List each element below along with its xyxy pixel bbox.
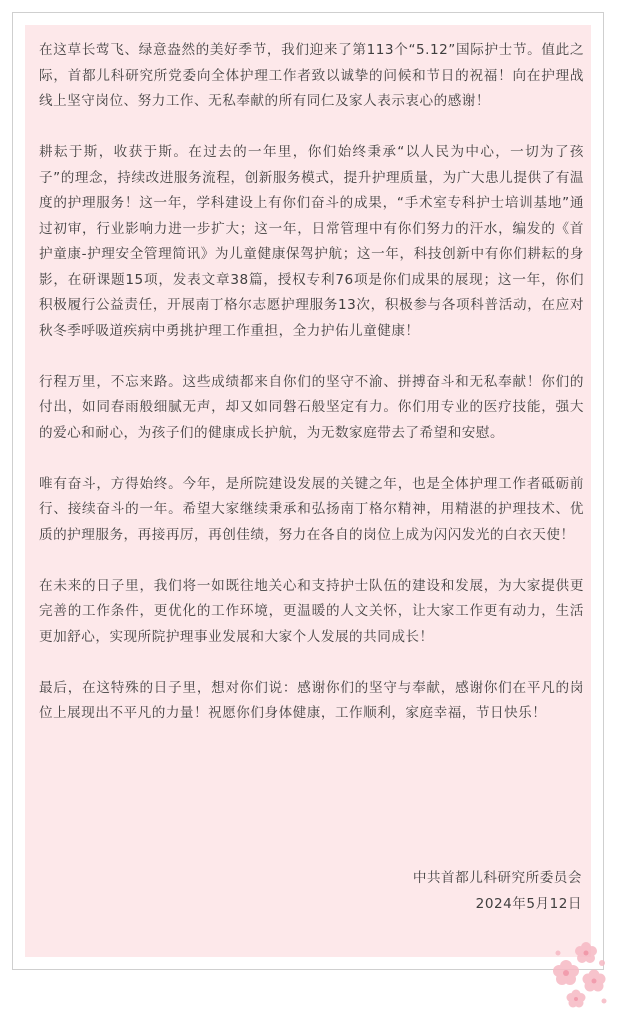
paragraph-dedication: 行程万里，不忘来路。这些成绩都来自你们的坚守不渝、拼搏奋斗和无私奉献！你们的付出，如同春雨般细腻无声，却又如同磐石般坚定有力。你们用专业的医疗技能，强大的爱心和耐心，为孩子们的健康成长护航，为无数家庭带去了希望和安慰。: [39, 373, 584, 441]
signature-date: 2024年5月12日: [475, 895, 582, 912]
signature-block: [413, 866, 582, 917]
paragraph-achievements: 耕耘于斯，收获于斯。在过去的一年里，你们始终秉承“以人民为中心，一切为了孩子”的理念，持续改进服务流程，创新服务模式，提升护理质量，为广大患儿提供了有温度的护理服务！这一年，学科建设上有你们奋斗的成果，“手术室专科护士培训基地”通过初审，行业影响力进一步扩大；这一年，日常管理中有你们努力的汗水，编发的《首护童康-护理安全管理简讯》为儿童健康保驾护航；这一年，科技创新中有你们耕耘的身影，在研课题15项，发表文章38篇，授权专利76项是你们成果的展现；这一年，你们积极履行公益责任，开展南丁格尔志愿护理服务13次，积极参与各项科普活动，在应对秋冬季呼吸道疾病中勇挑护理工作重担，全力护佑儿童健康！: [39, 144, 584, 339]
signature-organization: 中共首都儿科研究所委员会: [412, 870, 582, 886]
paragraph-hope: 唯有奋斗，方得始终。今年，是所院建设发展的关键之年，也是全体护理工作者砥砺前行、接续奋斗的一年。希望大家继续秉承和弘扬南丁格尔精神，用精湛的护理技术、优质的护理服务，再接再厉，再创佳绩，努力在各自的岗位上成为闪闪发光的白衣天使！: [39, 475, 584, 543]
cherry-blossom-icon: [550, 939, 612, 1009]
paragraph-greeting: 在这草长莺飞、绿意盎然的美好季节，我们迎来了第113个“5.12”国际护士节。值此之际，首都儿科研究所党委向全体护理工作者致以诚挚的问候和节日的祝福！向在护理战线上坚守岗位、努力工作、无私奉献的所有同仁及家人表示衷心的感谢！: [39, 42, 584, 109]
paragraph-future: 在未来的日子里，我们将一如既往地关心和支持护士队伍的建设和发展，为大家提供更完善的工作条件，更优化的工作环境，更温暖的人文关怀，让大家工作更有动力，生活更加舒心，实现所院护理事业发展和大家个人发展的共同成长！: [39, 577, 584, 645]
paragraph-closing: 最后，在这特殊的日子里，想对你们说：感谢你们的坚守与奉献，感谢你们在平凡的岗位上展现出不平凡的力量！祝愿你们身体健康，工作顺利，家庭幸福，节日快乐！: [39, 679, 584, 721]
letter-body: [39, 38, 584, 752]
